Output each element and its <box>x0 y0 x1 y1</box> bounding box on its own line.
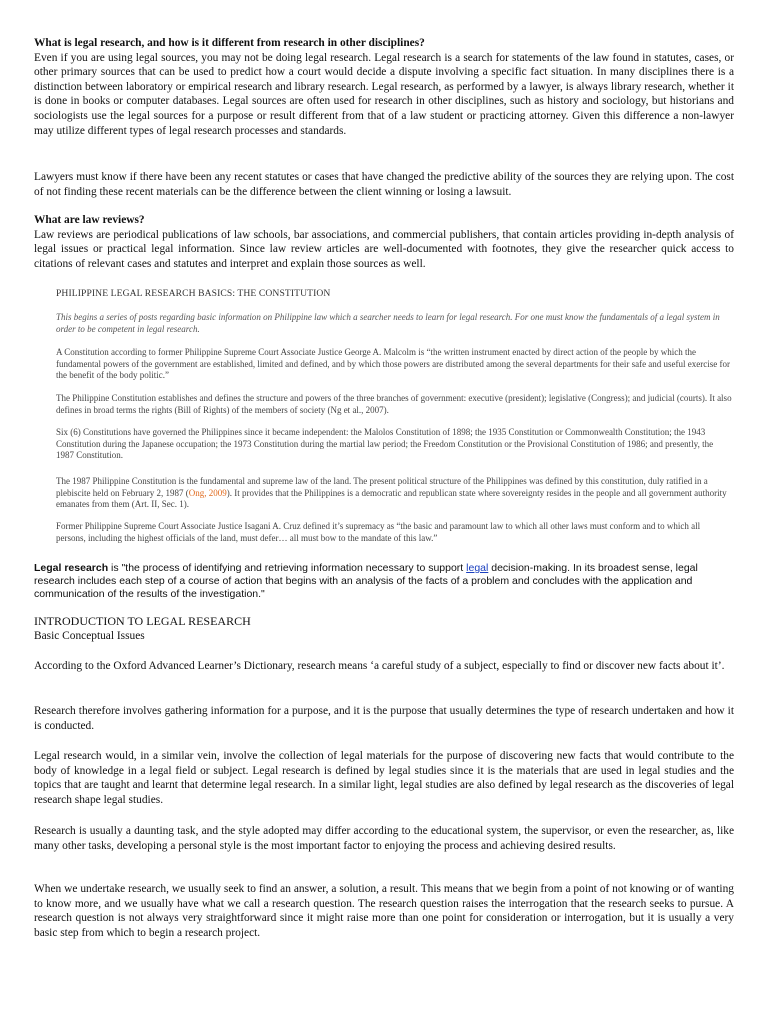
section-recent-statutes <box>34 170 734 199</box>
paragraph: Law reviews are periodical publications of law schools, bar associations, and commercial publishers, that contain articles providing in-depth analysis of legal issues or practical legal information. Since law review articles are well-documented with footnotes, they give the researcher quick access to citations of relevant cases and statutes and interpret and explain those sources as well. <box>34 228 734 270</box>
section-law-reviews <box>34 213 734 271</box>
embedded-article-paragraph <box>56 393 732 416</box>
embedded-article <box>56 288 732 300</box>
intro-paragraph <box>34 749 734 807</box>
section-heading: What are law reviews? <box>34 214 145 226</box>
embedded-article-paragraph <box>56 347 732 382</box>
embedded-article-intro <box>56 312 732 335</box>
section-legal-research-difference <box>34 36 734 138</box>
defined-term: Legal research <box>34 562 109 574</box>
embedded-article-paragraph <box>56 521 732 544</box>
definition-text: is "the process of identifying and retrieving information necessary to support <box>108 562 467 574</box>
article-intro: This begins a series of posts regarding basic information on Philippine law which a searcher needs to learn for legal research. For one must know the fundamentals of a legal system in order to be competent in legal research. <box>56 312 720 334</box>
paragraph: Legal research would, in a similar vein, involve the collection of legal materials for the purpose of discovering new facts that would contribute to the body of knowledge in a legal field or subject. Legal research is defined by legal studies since it is the materials that are used in legal studies and the topics that are taught and learnt that determine legal research. In a similar light, legal studies are also defined by legal research as the discoveries of legal research shape legal studies. <box>34 750 734 806</box>
article-paragraph <box>56 476 732 511</box>
legal-research-definition <box>34 562 734 601</box>
intro-title: INTRODUCTION TO LEGAL RESEARCH <box>34 614 251 628</box>
intro-section-title <box>34 614 734 643</box>
article-paragraph: Six (6) Constitutions have governed the Philippines since it became independent: the Malolos Constitution of 1898; the 1935 Constitution or Commonwealth Constitution; the 1943 Constitution during the Japanese occupation; the 1973 Constitution during the martial law period; the Freedom Constitution or the Provisional Constitution of 1986; and presently, the 1987 Constitution. <box>56 427 714 460</box>
definition-text: decision-making. In its broadest sense, legal research includes each step of a course of action that begins with an analysis of the facts of a problem and concludes with the application and communication of the results of the investigation." <box>34 562 698 600</box>
paragraph: Lawyers must know if there have been any recent statutes or cases that have changed the predictive ability of the sources they are relying upon. The cost of not finding these recent materials can be the difference between the client winning or losing a lawsuit. <box>34 171 734 198</box>
paragraph: When we undertake research, we usually seek to find an answer, a solution, a result. This means that we begin from a point of not knowing or of wanting to know more, and we usually have what we call a research question. The research question raises the interrogation that the research seeks to pursue. A research question is not always very straightforward since it might raise more than one point for consideration or interrogation, but it is usually a very basic step from which to begin a research project. <box>34 883 734 939</box>
intro-paragraph <box>34 659 734 674</box>
article-title: PHILIPPINE LEGAL RESEARCH BASICS: THE CONSTITUTION <box>56 288 331 299</box>
section-heading: What is legal research, and how is it different from research in other disciplines? <box>34 37 425 49</box>
paragraph: Even if you are using legal sources, you may not be doing legal research. Legal research is a search for statements of the law found in statutes, cases, or other primary sources that can be used to predict how a court would decide a dispute involving a specific fact situation. In many disciplines there is a distinction between laboratory or empirical research and library research. Legal research, as performed by a lawyer, is always library research, whether it is done in books or computer databases. Legal sources are often used for research in other disciplines, such as history and sociology, but historians and sociologists use the legal sources for a purpose or result different from that of a law student or practicing attorney. Given this difference a non-lawyer may utilize different types of legal research processes and standards. <box>34 51 734 137</box>
embedded-article-paragraph <box>56 476 732 511</box>
article-paragraph: The Philippine Constitution establishes and defines the structure and powers of the three branches of government: executive (president); legislative (Congress); and judicial (courts). It also defines in broad terms the rights (Bill of Rights) of the members of society (Ng et al., 2007). <box>56 393 732 415</box>
article-text: The 1987 Philippine Constitution is the fundamental and supreme law of the land. The present political structure of the Philippines was defined by this constitution, duly ratified in a plebiscite held on February 2, 1987 ( <box>56 476 708 498</box>
paragraph: Research therefore involves gathering information for a purpose, and it is the purpose that usually determines the type of research undertaken and how it is conducted. <box>34 705 734 732</box>
legal-link[interactable]: legal <box>466 562 489 574</box>
paragraph: According to the Oxford Advanced Learner’s Dictionary, research means ‘a careful study of a subject, especially to find or discover new facts about it’. <box>34 660 725 672</box>
article-paragraph: Former Philippine Supreme Court Associate Justice Isagani A. Cruz defined it’s supremacy as “the basic and paramount law to which all other laws must conform and to which all persons, including the highest officials of the land, must defer… all must bow to the mandate of this law.” <box>56 521 701 543</box>
article-paragraph: A Constitution according to former Philippine Supreme Court Associate Justice George A. Malcolm is “the written instrument enacted by direct action of the people by which the fundamental powers of the government are established, limited and defined, and by which those powers are distributed among the several departments for their safe and useful exercise for the benefit of the body politic.” <box>56 347 731 380</box>
embedded-article-paragraph <box>56 427 732 462</box>
intro-paragraph <box>34 704 734 733</box>
intro-paragraph <box>34 882 734 940</box>
article-text: ). It provides that the Philippines is a democratic and republican state where sovereignty resides in the people and all government authority emanates from them (Art. II, Sec. 1). <box>56 487 727 509</box>
intro-paragraph <box>34 824 734 853</box>
intro-subtitle: Basic Conceptual Issues <box>34 629 145 642</box>
definition-paragraph <box>34 562 734 601</box>
paragraph: Research is usually a daunting task, and the style adopted may differ according to the educational system, the supervisor, or even the researcher, as, like many other tasks, developing a personal style is the most important factor to enjoying the process and achieving desired results. <box>34 825 734 852</box>
citation-link[interactable]: Ong, 2009 <box>188 487 227 498</box>
